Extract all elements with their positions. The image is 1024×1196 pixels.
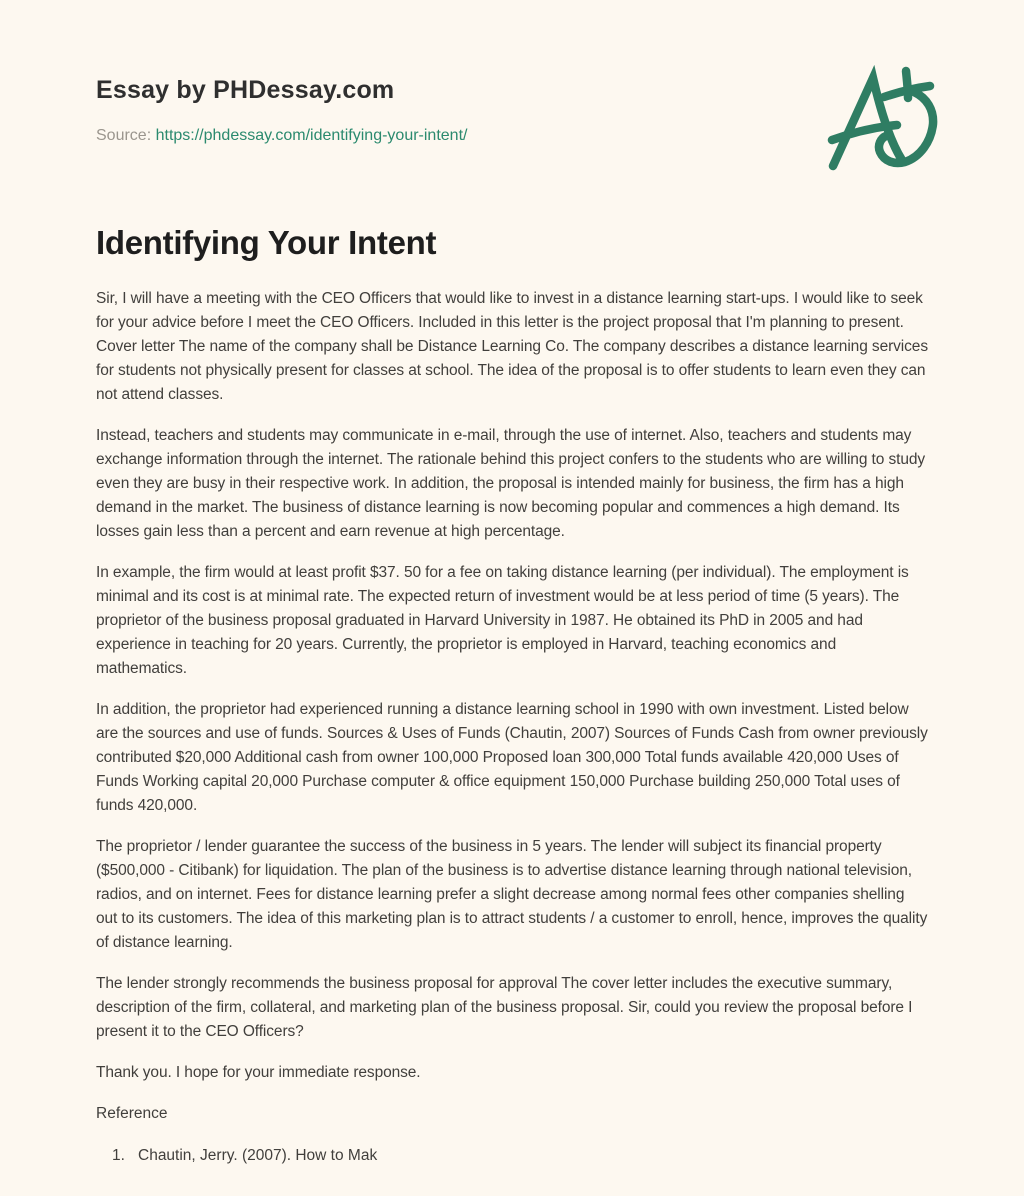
content-column: [96, 78, 928, 1168]
essay-paragraph: Thank you. I hope for your immediate response.: [96, 1064, 421, 1081]
essay-paragraph: The proprietor / lender guarantee the success of the business in 5 years. The lender will subject its financial property ($500,000 - Citibank) for liquidation. The plan of the business is to advertise distance learning through national television, radios, and on internet. Fees for distance learning prefer a slight decrease among normal fees other companies shelling out to its customers. The idea of this marketing plan is to attract students / a customer to enroll, hence, improves the quality of distance learning.: [96, 838, 928, 951]
reference-item: [96, 1144, 928, 1168]
site-title: Essay by PHDessay.com: [96, 76, 395, 104]
essay-body: [96, 287, 928, 1085]
a-plus-logo-icon: [820, 56, 940, 171]
reference-text: Chautin, Jerry. (2007). How to Mak: [138, 1147, 378, 1164]
essay-paragraph: In example, the firm would at least profit $37. 50 for a fee on taking distance learning (per individual). The employment is minimal and its cost is at minimal rate. The expected return of investment would be at less period of time (5 years). The proprietor of the business proposal graduated in Harvard University in 1987. He obtained its PhD in 2005 and had experience in teaching for 20 years. Currently, the proprietor is employed in Harvard, teaching economics and mathematics.: [96, 564, 909, 677]
essay-paragraph: Sir, I will have a meeting with the CEO Officers that would like to invest in a distance learning start-ups. I would like to seek for your advice before I meet the CEO Officers. Included in this letter is the project proposal that I'm planning to present. Cover letter The name of the company shall be Distance Learning Co. The company describes a distance learning services for students not physically present for classes at school. The idea of the proposal is to offer students to learn even they can not attend classes.: [96, 290, 928, 403]
page-title: Identifying Your Intent: [96, 224, 437, 261]
reference-number: 1.: [112, 1147, 125, 1164]
source-link[interactable]: https://phdessay.com/identifying-your-intent/: [155, 127, 468, 144]
reference-heading: Reference: [96, 1105, 168, 1122]
essay-paragraph: The lender strongly recommends the business proposal for approval The cover letter includes the executive summary, description of the firm, collateral, and marketing plan of the business proposal. Sir, could you review the proposal before I present it to the CEO Officers?: [96, 975, 913, 1040]
essay-paragraph: Instead, teachers and students may communicate in e-mail, through the use of internet. Also, teachers and students may exchange information through the internet. The rationale behind this project confers to the students who are willing to study even they are busy in their respective work. In addition, the proposal is intended mainly for business, the firm has a high demand in the market. The business of distance learning is now becoming popular and commences a high demand. Its losses gain less than a percent and earn revenue at high percentage.: [96, 427, 926, 540]
source-line: [96, 127, 928, 145]
essay-paragraph: In addition, the proprietor had experienced running a distance learning school in 1990 with own investment. Listed below are the sources and use of funds. Sources & Uses of Funds (Chautin, 2007) Sources of Funds Cash from owner previously contributed $20,000 Additional cash from owner 100,000 Proposed loan 300,000 Total funds available 420,000 Uses of Funds Working capital 20,000 Purchase computer & office equipment 150,000 Purchase building 250,000 Total uses of funds 420,000.: [96, 701, 928, 814]
source-label: Source:: [96, 127, 152, 144]
